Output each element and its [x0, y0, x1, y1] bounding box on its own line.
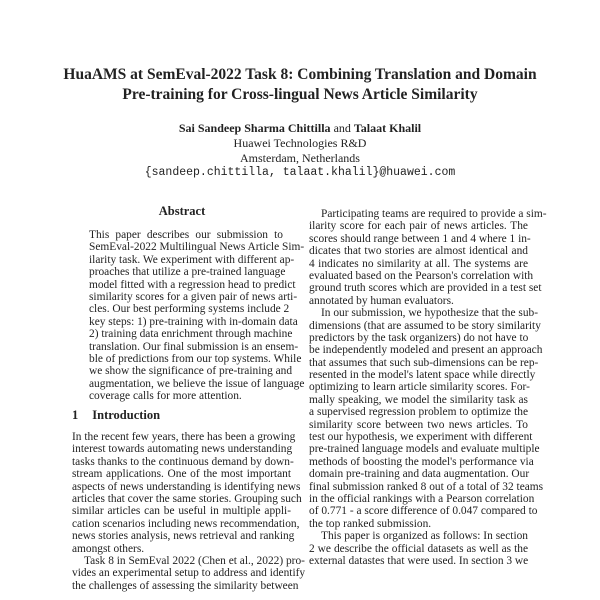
- text-line: news stories analysis, news retrieval and ranking: [72, 530, 295, 543]
- text-line: In our submission, we hypothesize that the sub-: [321, 307, 539, 320]
- text-line: ble of predictions from our top systems. While: [89, 352, 302, 365]
- text-line: predictors by the task organizers) do not have to: [309, 331, 529, 344]
- text-line: in the official rankings with a Pearson correlation: [309, 492, 535, 505]
- paper-title-line-2: Pre-training for Cross-lingual News Article Similarity: [122, 86, 478, 103]
- text-line: This paper is organized as follows: In section: [321, 530, 528, 543]
- section-heading-introduction: [72, 408, 160, 423]
- text-line: stream applications. One of the most important: [72, 468, 291, 481]
- text-line: model fitted with a regression head to predict: [89, 278, 296, 291]
- text-line: external datastes that were used. In section 3 we: [309, 554, 529, 567]
- text-line: methods of boosting the model's performance via: [309, 455, 534, 468]
- email: {sandeep.chittilla, talaat.khalil}@huawei.com: [144, 166, 456, 179]
- text-line: evaluated based on the Pearson's correlation with: [309, 269, 534, 282]
- text-line: vides an experimental setup to address and identify: [72, 567, 306, 580]
- text-line: cles. Our best performing systems include 2: [89, 303, 290, 316]
- text-line: 4 indicates no similarity at all. The systems are: [309, 257, 528, 270]
- text-line: that assumes that such sub-dimensions can be rep-: [309, 356, 539, 369]
- section-title: Introduction: [92, 408, 161, 422]
- paper-title-line-1: HuaAMS at SemEval-2022 Task 8: Combining Translation and Domain: [63, 66, 537, 83]
- text-line: similarity scores for a given pair of news arti-: [89, 290, 298, 303]
- text-line: 2) training data enrichment through machine: [89, 328, 293, 341]
- section-number: 1: [72, 408, 79, 422]
- text-line: similarity score between two news articles. To: [309, 418, 528, 431]
- author-and: and: [333, 121, 351, 135]
- text-line: be independently modeled and present an approach: [309, 344, 543, 357]
- text-line: the top ranked submission.: [309, 517, 432, 530]
- text-line: Participating teams are required to provide a sim-: [321, 208, 547, 220]
- abstract-body: [89, 229, 305, 403]
- text-line: resented in the model's latent space while directly: [309, 369, 536, 382]
- text-line: translation. Our final submission is an ensem-: [89, 340, 299, 353]
- text-line: ilarity score for each pair of news articles. The: [309, 220, 528, 233]
- introduction-body: [72, 431, 306, 592]
- text-line: 2 we describe the official datasets as well as the: [309, 542, 528, 555]
- text-line: test our hypothesis, we experiment with different: [309, 431, 533, 444]
- text-line: Task 8 in SemEval 2022 (Chen et al., 2022) pro-: [84, 554, 305, 567]
- text-line: This paper describes our submission to: [89, 229, 283, 241]
- text-line: key steps: 1) pre-training with in-domain data: [89, 315, 298, 328]
- text-line: annotated by human evaluators.: [309, 294, 454, 307]
- right-column-body: [309, 208, 547, 567]
- text-line: proaches that utilize a pre-trained language: [89, 266, 286, 279]
- text-line: interest towards automating news understanding: [72, 443, 293, 456]
- text-line: articles that cover the same stories. Grouping such: [72, 492, 302, 505]
- text-line: pre-trained language models and evaluate multiple: [309, 443, 540, 456]
- text-line: amongst others.: [72, 542, 145, 555]
- text-line: scores should range between 1 and 4 where 1 in-: [309, 232, 531, 245]
- text-line: dimensions (that are assumed to be story similarity: [309, 319, 541, 332]
- text-line: tasks thanks to the continuous demand by down-: [72, 455, 294, 468]
- text-line: In the recent few years, there has been a growing: [72, 431, 296, 443]
- abstract-heading: Abstract: [158, 204, 206, 218]
- text-line: dicates that two stories are almost identical and: [309, 245, 528, 258]
- text-line: the challenges of assessing the similarity between: [72, 579, 299, 592]
- text-line: ground truth scores which are provided in a test set: [309, 282, 542, 295]
- authors: [0, 121, 600, 136]
- text-line: cation scenarios including news recommendation,: [72, 517, 300, 530]
- text-line: SemEval-2022 Multilingual News Article Sim-: [89, 241, 305, 254]
- text-line: we show the significance of pre-training and: [89, 365, 293, 378]
- text-line: augmentation, we believe the issue of language: [89, 377, 305, 390]
- author-1: Sai Sandeep Sharma Chittilla: [178, 121, 331, 135]
- text-line: mally speaking, we model the similarity task as: [309, 393, 528, 406]
- text-line: coverage calls for more attention.: [89, 390, 242, 403]
- text-line: aspects of news understanding is identifying news: [72, 480, 301, 493]
- text-line: optimizing to learn article similarity scores. For-: [309, 381, 530, 394]
- text-line: of 0.771 - a score difference of 0.047 compared to: [309, 505, 538, 518]
- location: Amsterdam, Netherlands: [240, 151, 360, 165]
- text-line: final submission ranked 8 out of a total of 32 teams: [309, 480, 544, 493]
- text-line: similar articles can be useful in multiple appli-: [72, 505, 291, 518]
- author-2: Talaat Khalil: [353, 121, 422, 135]
- text-line: ilarity task. We experiment with different ap-: [89, 253, 295, 266]
- affiliation: Huawei Technologies R&D: [233, 136, 367, 150]
- text-line: domain pre-training and data augmentation. Our: [309, 468, 530, 481]
- text-line: a supervised regression problem to optimize the: [309, 406, 528, 419]
